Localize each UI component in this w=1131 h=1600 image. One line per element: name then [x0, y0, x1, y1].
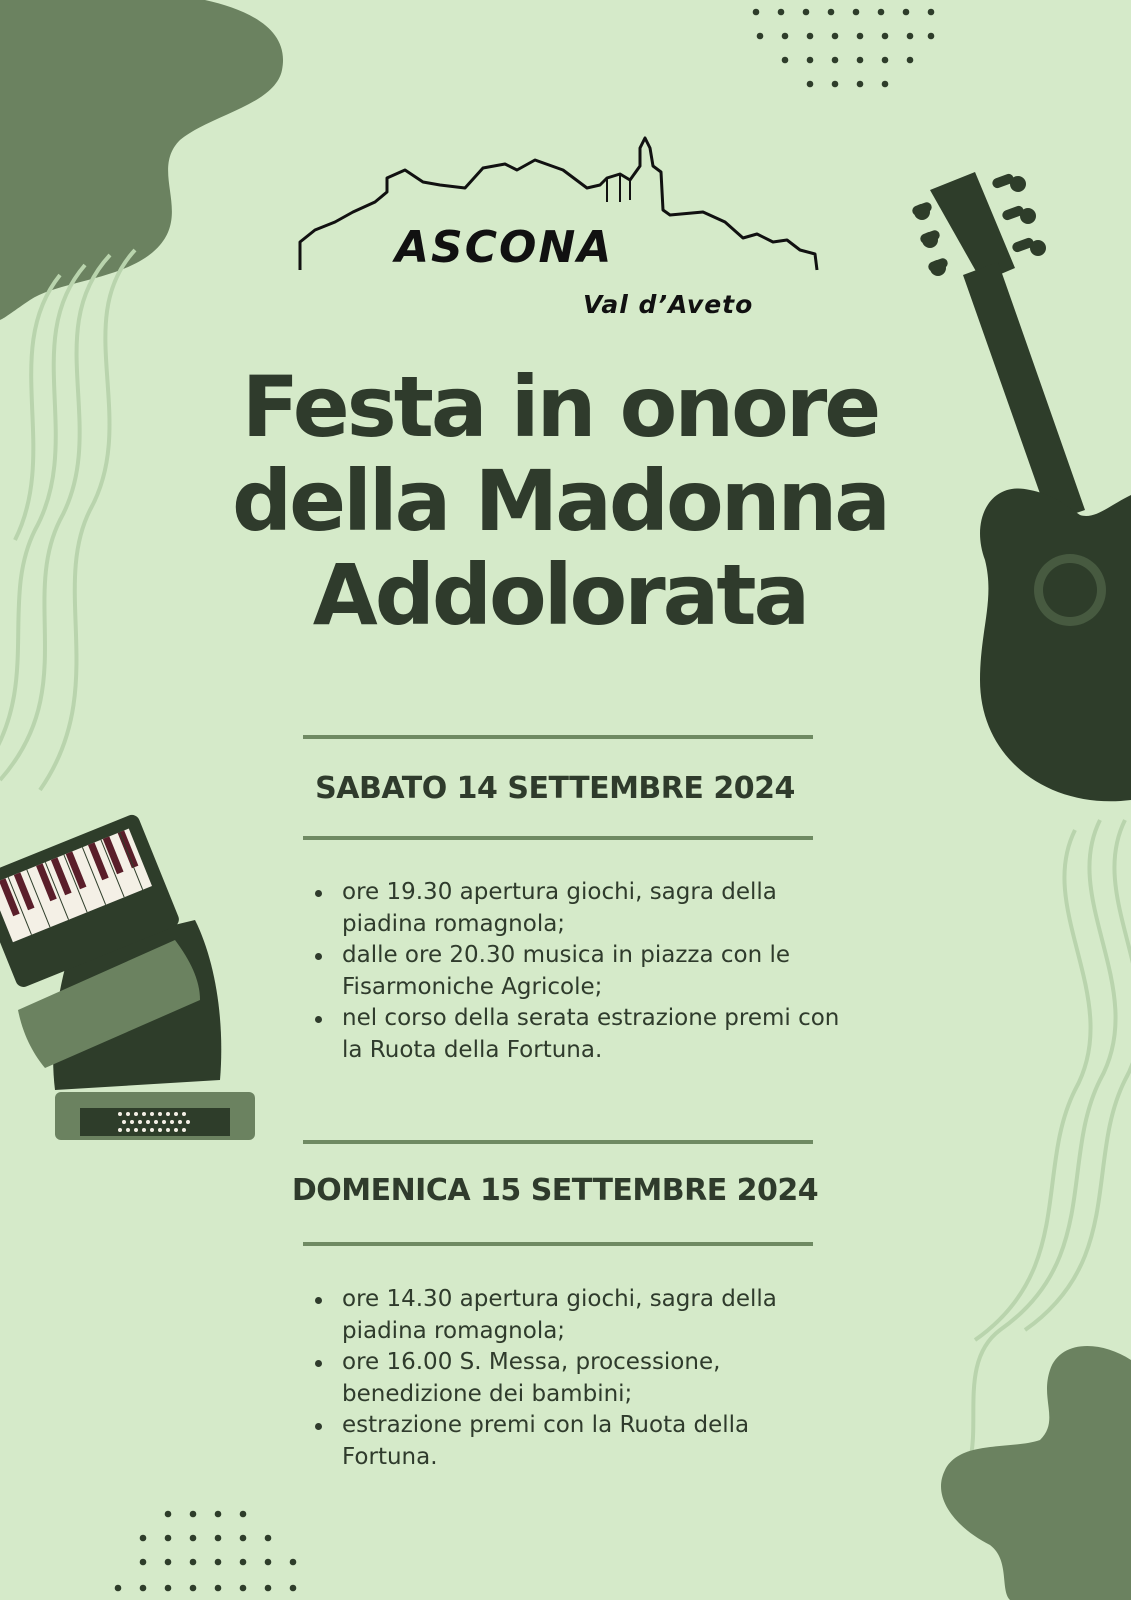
list-item: estrazione premi con la Ruota della Fortuna.: [340, 1410, 840, 1473]
top-dot-pattern: [753, 9, 935, 88]
list-item: dalle ore 20.30 musica in piazza con le Fisarmoniche Agricole;: [340, 940, 840, 1003]
logo-subtitle: Val d’Aveto: [583, 290, 754, 319]
ascona-logo: [295, 130, 825, 330]
accordion-icon: [0, 813, 255, 1140]
saturday-heading: SABATO 14 SETTEMBRE 2024: [315, 771, 795, 806]
left-wave-lines: [0, 250, 135, 790]
saturday-event-list: [340, 877, 840, 1066]
divider: [303, 836, 813, 840]
event-title-line-1: Festa in onore: [241, 358, 879, 456]
list-item: ore 14.30 apertura giochi, sagra della piadina romagnola;: [340, 1284, 840, 1347]
logo-title: ASCONA: [395, 222, 614, 273]
divider: [303, 1242, 813, 1246]
bottom-right-leaf-shape: [941, 1346, 1131, 1600]
divider: [303, 1140, 813, 1144]
sunday-heading: DOMENICA 15 SETTEMBRE 2024: [291, 1173, 819, 1208]
list-item: ore 16.00 S. Messa, processione, benedizione dei bambini;: [340, 1347, 840, 1410]
list-item: nel corso della serata estrazione premi con la Ruota della Fortuna.: [340, 1003, 840, 1066]
event-title-line-2: della Madonna: [231, 452, 888, 550]
event-title: [180, 360, 940, 642]
divider: [303, 735, 813, 739]
event-title-line-3: Addolorata: [312, 546, 808, 644]
bottom-dot-pattern: [115, 1511, 297, 1592]
sunday-event-list: [340, 1284, 840, 1473]
guitar-icon: [911, 172, 1131, 801]
top-left-leaf-shape: [0, 0, 283, 320]
list-item: ore 19.30 apertura giochi, sagra della piadina romagnola;: [340, 877, 840, 940]
